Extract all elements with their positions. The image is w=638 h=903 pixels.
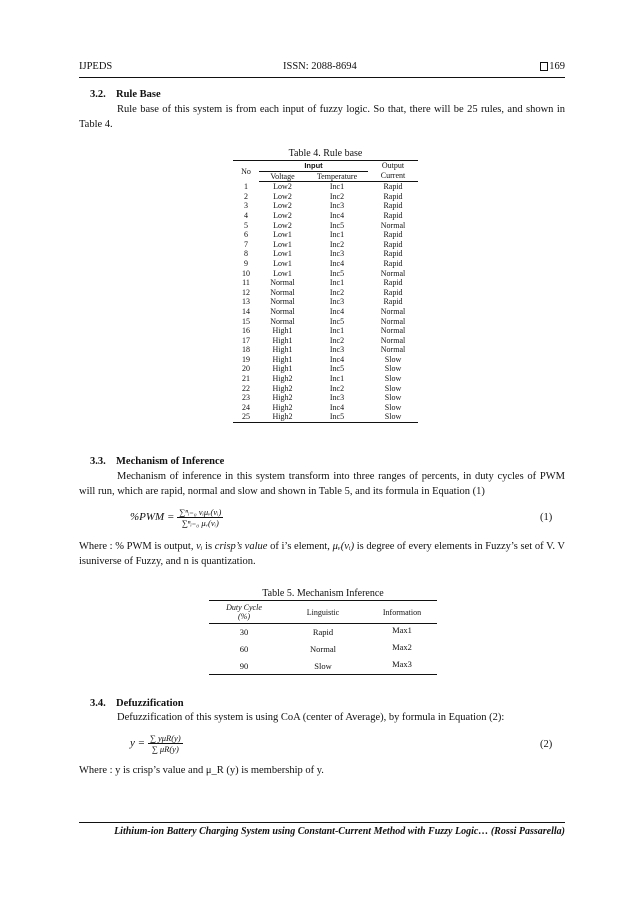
footer-rule <box>79 822 565 823</box>
cell-no: 21 <box>242 374 250 384</box>
table-row <box>233 412 418 422</box>
section-3-2-text: Rule base of this system is from each input of fuzzy logic. So that, there will be 25 rules, and shown in Table 4. <box>79 104 565 130</box>
col-header-current: Current <box>368 171 418 182</box>
cell-current: Normal <box>380 345 406 355</box>
cell-temperature: Inc1 <box>329 278 345 288</box>
table-row <box>233 211 418 221</box>
cell-voltage: High1 <box>272 345 293 355</box>
running-footer: Lithium-ion Battery Charging System using Constant-Current Method with Fuzzy Logic… (Rossi Passarella) <box>114 826 565 837</box>
cell-no: 17 <box>242 335 250 345</box>
cell-voltage: High1 <box>272 335 293 345</box>
cell-current: Slow <box>384 393 402 403</box>
cell-temperature: Inc3 <box>329 249 345 259</box>
cell-temperature: Inc4 <box>329 258 345 268</box>
table-row <box>209 658 437 675</box>
cell-no: 13 <box>242 297 250 307</box>
table-row <box>233 364 418 374</box>
cell-temperature: Inc5 <box>329 316 345 326</box>
cell-temperature: Inc1 <box>329 326 345 336</box>
table-row <box>233 403 418 413</box>
cell-no: 24 <box>242 402 250 412</box>
table-row <box>233 345 418 355</box>
table-row <box>209 641 437 658</box>
cell-current: Rapid <box>383 287 403 297</box>
section-3-3-title: 3.3. Mechanism of Inference <box>90 456 225 467</box>
table-row <box>233 182 418 192</box>
cell-temperature: Inc4 <box>329 354 345 364</box>
cell-no: 11 <box>242 278 250 288</box>
cell-temperature: Inc1 <box>329 374 345 384</box>
cell-current: Slow <box>384 354 402 364</box>
cell-duty-cycle: 30 <box>239 627 249 638</box>
cell-temperature: Inc5 <box>306 412 368 422</box>
cell-no: 8 <box>244 249 248 259</box>
table-5-body <box>209 624 437 675</box>
cell-voltage: Low1 <box>273 239 292 249</box>
cell-no: 19 <box>242 354 250 364</box>
cell-temperature: Inc5 <box>329 364 345 374</box>
running-header <box>79 61 565 75</box>
cell-current: Rapid <box>383 191 403 201</box>
cell-duty-cycle: 90 <box>209 658 279 675</box>
equation-2: y = $\frac{\text{∑ yμR(y)}}{\sum \mu R(y)}$ <box>130 733 181 754</box>
cell-voltage: Low2 <box>273 182 292 192</box>
cell-no: 9 <box>244 258 248 268</box>
cell-no: 18 <box>242 345 250 355</box>
cell-voltage: Low1 <box>273 249 292 259</box>
table-row <box>233 240 418 250</box>
section-3-4-title: 3.4. Defuzzification <box>90 698 184 709</box>
table-row <box>233 374 418 384</box>
cell-voltage: Normal <box>270 306 295 316</box>
cell-current: Slow <box>384 402 402 412</box>
table-row <box>209 624 437 641</box>
cell-no: 14 <box>242 306 250 316</box>
cell-temperature: Inc2 <box>329 239 345 249</box>
equation-2-explanation: Where : y is crisp’s value and μ_R (y) is membership of y. <box>79 765 324 776</box>
cell-voltage: Low1 <box>273 268 292 278</box>
cell-current: Rapid <box>383 239 403 249</box>
cell-current: Rapid <box>383 230 403 240</box>
section-3-3-text: Mechanism of inference in this system transform into three ranges of percents, in duty cycles of PWM will run, which are rapid, normal and slow and shown in Table 5, and its formula in Equation (1) <box>79 471 565 497</box>
cell-current: Normal <box>380 335 406 345</box>
cell-current: Slow <box>384 383 402 393</box>
cell-no: 23 <box>242 393 250 403</box>
cell-current: Rapid <box>383 201 403 211</box>
cell-temperature: Inc3 <box>329 393 345 403</box>
cell-current: Normal <box>380 220 406 230</box>
cell-current: Normal <box>380 306 406 316</box>
cell-temperature: Inc2 <box>329 383 345 393</box>
table-row <box>233 259 418 269</box>
cell-temperature: Inc2 <box>329 287 345 297</box>
cell-no: 2 <box>244 191 248 201</box>
cell-voltage: Low2 <box>273 220 292 230</box>
cell-information: Max1 <box>392 625 412 635</box>
cell-linguistic: Slow <box>279 658 367 675</box>
table-4-rule-base <box>233 160 418 423</box>
table-row <box>233 201 418 211</box>
table-row <box>233 317 418 327</box>
cell-voltage: Low2 <box>273 201 292 211</box>
cell-voltage: High2 <box>272 383 293 393</box>
table-row <box>233 307 418 317</box>
cell-no: 5 <box>244 220 248 230</box>
cell-linguistic: Rapid <box>312 627 334 638</box>
cell-information: Max3 <box>367 658 437 675</box>
cell-voltage: High2 <box>272 393 293 403</box>
equation-1: %PWM = $\frac{\text{∑ⁿᵢ₌₀ vᵢμᵥ(vᵢ)}}{\text{∑ⁿᵢ₌₀ μᵥ(vᵢ)}}$ <box>130 507 222 528</box>
cell-voltage: Low2 <box>273 191 292 201</box>
equation-1-fraction: $\frac{\text{∑ⁿᵢ₌₀ vᵢμᵥ(vᵢ)}}{\text{∑ⁿᵢ₌₀ μᵥ(vᵢ)}}$ <box>179 507 222 528</box>
cell-voltage: Low2 <box>273 210 292 220</box>
cell-temperature: Inc5 <box>329 268 345 278</box>
table-row <box>233 288 418 298</box>
cell-information: Max2 <box>392 641 412 652</box>
table-row <box>233 336 418 346</box>
cell-current: Rapid <box>383 182 403 192</box>
checkbox-square-icon <box>540 62 548 71</box>
cell-voltage: Low1 <box>273 258 292 268</box>
issn: ISSN: 2088-8694 <box>283 61 357 72</box>
table-row <box>233 269 418 279</box>
equation-1-explanation: Where : % PWM is output, vᵢ is crisp’s value of i’s element, μᵥ(vᵢ) is degree of every elements in Fuzzy’s set of V. V isuniverse of Fuzzy, and n is quantization. <box>79 541 565 567</box>
col-header-information: Information <box>367 601 437 624</box>
col-header-no: No <box>233 161 259 182</box>
cell-no: 3 <box>244 201 248 211</box>
cell-voltage: High1 <box>272 364 293 374</box>
cell-no: 20 <box>242 364 250 374</box>
equation-2-number: (2) <box>540 739 553 750</box>
section-3-4-text: Defuzzification of this system is using CoA (center of Average), by formula in Equation (2): <box>117 712 505 723</box>
cell-temperature: Inc3 <box>329 297 345 307</box>
cell-voltage: Normal <box>270 297 295 307</box>
journal-name: IJPEDS <box>79 61 113 72</box>
col-header-temperature: Temperature <box>306 171 368 182</box>
section-3-2-title: 3.2. Rule Base <box>90 89 161 100</box>
table-row <box>233 384 418 394</box>
cell-current: Slow <box>384 374 402 384</box>
cell-no: 16 <box>242 326 250 336</box>
cell-temperature: Inc4 <box>329 210 345 220</box>
cell-no: 10 <box>242 268 250 278</box>
page-number: 169 <box>549 61 565 72</box>
cell-voltage: High1 <box>272 326 293 336</box>
cell-no: 15 <box>242 316 250 326</box>
cell-no: 4 <box>244 210 248 220</box>
cell-current: Rapid <box>383 297 403 307</box>
cell-no: 22 <box>242 383 250 393</box>
cell-voltage: Low1 <box>273 230 292 240</box>
equation-2-fraction: $\frac{\text{∑ yμR(y)}}{\sum \mu R(y)}$ <box>149 733 181 754</box>
equation-1-number: (1) <box>540 512 553 523</box>
cell-no: 7 <box>244 239 248 249</box>
cell-current: Slow <box>368 412 418 422</box>
table-5-mechanism-inference <box>209 600 437 675</box>
table-row <box>233 297 418 307</box>
cell-voltage: High2 <box>272 374 293 384</box>
cell-voltage: High2 <box>259 412 306 422</box>
cell-current: Rapid <box>383 249 403 259</box>
header-rule <box>79 77 565 78</box>
cell-current: Normal <box>380 268 406 278</box>
cell-current: Normal <box>380 316 406 326</box>
table-row <box>233 230 418 240</box>
table-row <box>233 192 418 202</box>
table-row <box>233 355 418 365</box>
col-header-voltage: Voltage <box>259 171 306 182</box>
cell-voltage: High2 <box>272 402 293 412</box>
col-header-duty-cycle: Duty Cycle (%) <box>209 601 279 624</box>
cell-temperature: Inc1 <box>329 230 345 240</box>
cell-current: Slow <box>384 364 402 374</box>
cell-current: Rapid <box>383 278 403 288</box>
table-row <box>233 326 418 336</box>
table-4-body <box>233 182 418 423</box>
cell-voltage: Normal <box>270 278 295 288</box>
cell-voltage: Normal <box>270 316 295 326</box>
cell-voltage: Normal <box>270 287 295 297</box>
cell-temperature: Inc2 <box>329 191 345 201</box>
cell-no: 6 <box>244 230 248 240</box>
col-header-input: Input <box>259 161 368 172</box>
table-5-caption: Table 5. Mechanism Inference <box>262 588 384 599</box>
cell-duty-cycle: 60 <box>239 644 249 654</box>
cell-current: Rapid <box>383 210 403 220</box>
table-row <box>233 249 418 259</box>
cell-temperature: Inc1 <box>329 182 345 192</box>
cell-temperature: Inc3 <box>329 201 345 211</box>
col-header-linguistic: Linguistic <box>279 601 367 624</box>
cell-no: 12 <box>242 287 250 297</box>
cell-temperature: Inc4 <box>329 306 345 316</box>
cell-voltage: High1 <box>272 354 293 364</box>
cell-temperature: Inc5 <box>329 220 345 230</box>
cell-no: 1 <box>244 181 248 191</box>
cell-temperature: Inc4 <box>329 402 345 412</box>
table-row <box>233 278 418 288</box>
cell-no: 25 <box>233 412 259 422</box>
table-row <box>233 393 418 403</box>
table-4-caption: Table 4. Rule base <box>288 148 363 159</box>
cell-linguistic: Normal <box>310 644 336 654</box>
cell-temperature: Inc2 <box>329 335 345 345</box>
cell-temperature: Inc3 <box>329 345 345 355</box>
cell-current: Normal <box>380 326 406 336</box>
cell-current: Rapid <box>383 258 403 268</box>
col-header-output: Output <box>368 161 418 172</box>
table-row <box>233 221 418 231</box>
